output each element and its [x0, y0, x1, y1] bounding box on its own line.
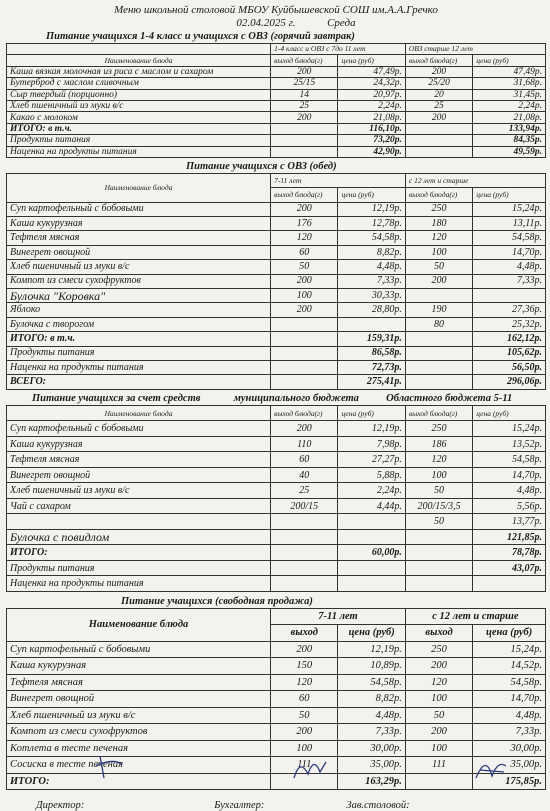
- dish-price: 14,52р.: [473, 658, 546, 675]
- dish-out: 80: [405, 317, 472, 331]
- dish-price: [338, 514, 405, 530]
- dish-name: Какао с молоком: [7, 112, 271, 123]
- markup-label: Наценка на продукты питания: [7, 360, 271, 374]
- table-row: [7, 514, 546, 530]
- dish-price: 31,45р.: [473, 89, 546, 100]
- dish-out: 111: [271, 757, 338, 774]
- table-row: [7, 78, 546, 89]
- dish-out: 60: [271, 691, 338, 708]
- dish-price: 12,19р.: [338, 202, 405, 216]
- table-row: [7, 467, 546, 483]
- table-row: [7, 498, 546, 514]
- dish-price: 27,36р.: [473, 303, 546, 317]
- table-row: [7, 112, 546, 123]
- col-price: цена (руб): [473, 625, 546, 642]
- dish-out: 200: [271, 724, 338, 741]
- dish-out: 25: [271, 483, 338, 499]
- total-label: ИТОГО:: [7, 773, 271, 790]
- dish-out: 100: [405, 691, 472, 708]
- dish-price: 7,33р.: [338, 724, 405, 741]
- section-budget-title: [6, 393, 546, 405]
- col-price: цена (руб): [473, 55, 546, 66]
- dish-out: 111: [405, 757, 472, 774]
- dish-price: 15,24р.: [473, 202, 546, 216]
- dish-out: 200: [271, 641, 338, 658]
- lunch-group2: с 12 лет и старше: [405, 173, 545, 187]
- dish-price: 27,27р.: [338, 452, 405, 468]
- dish-out: 200: [271, 112, 338, 123]
- table-row: [7, 231, 546, 245]
- dish-price: 21,08р.: [338, 112, 405, 123]
- col-out: выход блюда(г): [271, 188, 338, 202]
- table-row: [7, 691, 546, 708]
- dish-price: 8,82р.: [338, 691, 405, 708]
- table-row: [7, 274, 546, 288]
- grand-total-value: 296,06р.: [473, 375, 546, 389]
- dish-out: 50: [405, 514, 472, 530]
- dish-price: 14,70р.: [473, 467, 546, 483]
- markup-value: 56,50р.: [473, 360, 546, 374]
- dish-name: Тефтеля мясная: [7, 231, 271, 245]
- col-out: выход: [271, 625, 338, 642]
- dish-name: Винегрет овощной: [7, 467, 271, 483]
- breakfast-table: [6, 43, 546, 158]
- dish-price: 54,58р.: [338, 231, 405, 245]
- table-row: [7, 421, 546, 437]
- food-value: 105,62р.: [473, 346, 546, 360]
- table-row: [7, 436, 546, 452]
- table-row: [7, 641, 546, 658]
- col-out: выход блюда(г): [405, 188, 472, 202]
- dish-price: 24,32р.: [338, 78, 405, 89]
- dish-out: 120: [271, 674, 338, 691]
- dish-out: 25/20: [405, 78, 472, 89]
- dish-out: 200: [271, 421, 338, 437]
- dish-name: Яблоко: [7, 303, 271, 317]
- dish-price: [338, 317, 405, 331]
- dish-name: Каша вязкая молочная из риса с маслом и сахаром: [7, 66, 271, 77]
- free-sale-table: [6, 608, 546, 791]
- section-breakfast-title: Питание учащихся 1-4 класс и учащихся с ОВЗ (горячий завтрак): [46, 31, 355, 42]
- dish-price: [473, 289, 546, 303]
- canteen-label: Зав.столовой:: [346, 800, 410, 811]
- col-price: цена (руб): [473, 188, 546, 202]
- dish-out: 200: [271, 66, 338, 77]
- dish-price: 4,44р.: [338, 498, 405, 514]
- col-name: Наименование блюда: [7, 608, 271, 641]
- total-value: 159,31р.: [338, 332, 405, 346]
- dish-price: 28,80р.: [338, 303, 405, 317]
- col-out: выход блюда(г): [271, 405, 338, 421]
- total-label: ИТОГО: в т.ч.: [7, 332, 271, 346]
- dish-out: 200: [405, 112, 472, 123]
- dish-price: 54,58р.: [473, 231, 546, 245]
- dish-out: 200: [405, 658, 472, 675]
- dish-name: Каша кукурузная: [7, 217, 271, 231]
- budget-title-right: Областного бюджета 5-11: [386, 392, 513, 404]
- table-row: [7, 289, 546, 303]
- dish-name: Тефтеля мясная: [7, 452, 271, 468]
- dish-out: 120: [405, 674, 472, 691]
- dish-out: 100: [271, 740, 338, 757]
- dish-out: 50: [271, 707, 338, 724]
- breakfast-group2: ОВЗ старше 12 лет: [405, 44, 545, 55]
- dish-out: 25/15: [271, 78, 338, 89]
- dish-out: 200/15/3,5: [405, 498, 472, 514]
- total-value: 163,29р.: [338, 773, 405, 790]
- dish-name: [7, 514, 271, 530]
- col-price: цена (руб): [338, 625, 405, 642]
- dish-out: [405, 289, 472, 303]
- dish-price: 15,24р.: [473, 641, 546, 658]
- dish-name: Суп картофельный с бобовыми: [7, 421, 271, 437]
- table-row: [7, 89, 546, 100]
- dish-price: 5,56р.: [473, 498, 546, 514]
- dish-out: 200: [405, 274, 472, 288]
- col-price: цена (руб): [473, 405, 546, 421]
- dish-out: 40: [271, 467, 338, 483]
- dish-price: 4,48р.: [473, 707, 546, 724]
- bun-label: Булочка с повидлом: [7, 529, 271, 545]
- dish-name: Хлеб пшеничный из муки в/с: [7, 100, 271, 111]
- dish-price: 47,49р.: [338, 66, 405, 77]
- budget-title-left: Питание учащихся за счет средств: [32, 392, 201, 404]
- table-row: [7, 317, 546, 331]
- dish-name: Каша кукурузная: [7, 436, 271, 452]
- dish-price: 7,33р.: [473, 274, 546, 288]
- director-label: Директор:: [36, 800, 85, 811]
- table-row: [7, 260, 546, 274]
- dish-out: 250: [405, 421, 472, 437]
- dish-name: Сосиска в тесте печеная: [7, 757, 271, 774]
- dish-price: 54,58р.: [338, 674, 405, 691]
- lunch-table: [6, 173, 546, 390]
- dish-name: Чай с сахаром: [7, 498, 271, 514]
- table-row: [7, 100, 546, 111]
- table-row: [7, 66, 546, 77]
- dish-out: 120: [405, 452, 472, 468]
- dish-price: 21,08р.: [473, 112, 546, 123]
- col-name: Наименование блюда: [7, 173, 271, 202]
- food-value: 84,35р.: [473, 135, 546, 146]
- markup-value: 43,07р.: [473, 560, 546, 576]
- dish-price: 30,33р.: [338, 289, 405, 303]
- canteen-signature-icon: [470, 752, 510, 782]
- school-title: Меню школьной столовой МБОУ Куйбышевской СОШ им.А.А.Гречко: [114, 4, 438, 16]
- dish-price: 10,89р.: [338, 658, 405, 675]
- dish-out: 100: [405, 467, 472, 483]
- dish-price: 35,00р.: [473, 757, 546, 774]
- dish-out: 14: [271, 89, 338, 100]
- table-row: [7, 217, 546, 231]
- signatures: [6, 800, 546, 811]
- budget-table: [6, 405, 546, 592]
- food-label: Продукты питания: [7, 560, 271, 576]
- dish-out: 200: [271, 303, 338, 317]
- dish-price: 12,78р.: [338, 217, 405, 231]
- dish-name: Хлеб пшеничный из муки в/с: [7, 707, 271, 724]
- dish-out: 200: [405, 724, 472, 741]
- breakfast-group1: 1-4 класс и ОВЗ с 7до 11 лет: [271, 44, 406, 55]
- free-group1: 7-11 лет: [271, 608, 406, 625]
- menu-date: 02.04.2025 г.: [236, 17, 296, 29]
- dish-price: 13,77р.: [473, 514, 546, 530]
- total-value: 121,85р.: [473, 529, 546, 545]
- dish-price: 4,48р.: [338, 707, 405, 724]
- dish-name: Булочка с творогом: [7, 317, 271, 331]
- dish-out: 50: [405, 707, 472, 724]
- dish-price: 4,48р.: [473, 483, 546, 499]
- dish-out: 60: [271, 245, 338, 259]
- dish-price: 13,11р.: [473, 217, 546, 231]
- dish-out: 200: [405, 66, 472, 77]
- dish-price: 25,32р.: [473, 317, 546, 331]
- dish-name: Котлета в тесте печеная: [7, 740, 271, 757]
- dish-out: 25: [271, 100, 338, 111]
- col-price: цена (руб): [338, 405, 405, 421]
- dish-price: 30,00р.: [473, 740, 546, 757]
- table-row: [7, 303, 546, 317]
- dish-out: 150: [271, 658, 338, 675]
- col-out: выход блюда(г): [271, 55, 338, 66]
- dish-price: 4,48р.: [473, 260, 546, 274]
- dish-name: Тефтеля мясная: [7, 674, 271, 691]
- dish-price: 7,33р.: [338, 274, 405, 288]
- accountant-label: Бухгалтер:: [214, 800, 265, 811]
- dish-name: Каша кукурузная: [7, 658, 271, 675]
- total-value: 175,85р.: [473, 773, 546, 790]
- dish-name: Хлеб пшеничный из муки в/с: [7, 260, 271, 274]
- dish-out: 200: [271, 274, 338, 288]
- dish-name: Булочка "Коровка": [7, 289, 271, 303]
- table-row: [7, 202, 546, 216]
- menu-header: [6, 4, 546, 30]
- dish-price: 15,24р.: [473, 421, 546, 437]
- dish-price: 12,19р.: [338, 641, 405, 658]
- table-row: [7, 740, 546, 757]
- dish-name: Суп картофельный с бобовыми: [7, 641, 271, 658]
- dish-out: 100: [405, 740, 472, 757]
- markup-value: 49,59р.: [473, 146, 546, 157]
- dish-out: 100: [271, 289, 338, 303]
- total-value: 60,00р.: [338, 545, 405, 561]
- dish-out: 180: [405, 217, 472, 231]
- dish-out: 20: [405, 89, 472, 100]
- dish-price: 35,00р.: [338, 757, 405, 774]
- markup-label: Наценка на продукты питания: [7, 576, 271, 592]
- dish-name: Сыр твердый (порционно): [7, 89, 271, 100]
- dish-out: [271, 317, 338, 331]
- dish-price: 8,82р.: [338, 245, 405, 259]
- table-row: [7, 245, 546, 259]
- dish-price: 20,97р.: [338, 89, 405, 100]
- dish-out: 190: [405, 303, 472, 317]
- dish-price: 54,58р.: [473, 674, 546, 691]
- dish-name: Бутерброд с маслом сливочным: [7, 78, 271, 89]
- dish-price: 2,24р.: [473, 100, 546, 111]
- dish-price: 14,70р.: [473, 691, 546, 708]
- col-name: Наименование блюда: [7, 405, 271, 421]
- total-label: ИТОГО: в т.ч.: [7, 123, 271, 134]
- table-row: [7, 483, 546, 499]
- dish-out: 176: [271, 217, 338, 231]
- food-label: Продукты питания: [7, 346, 271, 360]
- dish-price: 47,49р.: [473, 66, 546, 77]
- dish-out: 50: [405, 483, 472, 499]
- dish-price: 12,19р.: [338, 421, 405, 437]
- dish-price: 7,98р.: [338, 436, 405, 452]
- dish-out: 186: [405, 436, 472, 452]
- col-out: выход блюда(г): [405, 55, 472, 66]
- markup-label: Наценка на продукты питания: [7, 146, 271, 157]
- total-value: 162,12р.: [473, 332, 546, 346]
- dish-price: 5,88р.: [338, 467, 405, 483]
- dish-out: 25: [405, 100, 472, 111]
- dish-out: 110: [271, 436, 338, 452]
- food-label: Продукты питания: [7, 135, 271, 146]
- table-row: [7, 707, 546, 724]
- dish-price: 7,33р.: [473, 724, 546, 741]
- dish-name: Суп картофельный с бобовыми: [7, 202, 271, 216]
- section-free-sale-title: Питание учащихся (свободная продажа): [121, 595, 313, 607]
- dish-out: 200/15: [271, 498, 338, 514]
- lunch-group1: 7-11 лет: [271, 173, 406, 187]
- dish-out: 50: [271, 260, 338, 274]
- dish-price: 30,00р.: [338, 740, 405, 757]
- col-out: выход: [405, 625, 472, 642]
- dish-out: 100: [405, 245, 472, 259]
- total-label: ИТОГО:: [7, 545, 271, 561]
- food-value: 73,20р.: [338, 135, 405, 146]
- total-value: 116,10р.: [338, 123, 405, 134]
- dish-name: Компот из смеси сухофруктов: [7, 724, 271, 741]
- total-value: 133,94р.: [473, 123, 546, 134]
- dish-out: 120: [405, 231, 472, 245]
- dish-price: 2,24р.: [338, 100, 405, 111]
- dish-price: 13,52р.: [473, 436, 546, 452]
- grand-total-label: ВСЕГО:: [7, 375, 271, 389]
- food-value: 78,78р.: [473, 545, 546, 561]
- dish-out: 250: [405, 202, 472, 216]
- dish-out: [271, 514, 338, 530]
- dish-out: 50: [405, 260, 472, 274]
- markup-value: 42,90р.: [338, 146, 405, 157]
- dish-name: Винегрет овощной: [7, 245, 271, 259]
- director-signature-icon: [92, 752, 132, 782]
- dish-price: 4,48р.: [338, 260, 405, 274]
- col-price: цена (руб): [338, 188, 405, 202]
- dish-out: 250: [405, 641, 472, 658]
- grand-total-value: 275,41р.: [338, 375, 405, 389]
- free-group2: с 12 лет и старше: [405, 608, 545, 625]
- col-name: Наименование блюда: [7, 55, 271, 66]
- col-price: цена (руб): [338, 55, 405, 66]
- dish-out: 60: [271, 452, 338, 468]
- menu-date-line: [6, 17, 546, 30]
- menu-weekday: Среда: [327, 17, 356, 29]
- food-value: 86,58р.: [338, 346, 405, 360]
- dish-name: Компот из смеси сухофруктов: [7, 274, 271, 288]
- dish-price: 2,24р.: [338, 483, 405, 499]
- markup-value: 72,73р.: [338, 360, 405, 374]
- section-lunch-title: Питание учащихся с ОВЗ (обед): [186, 160, 337, 172]
- table-row: [7, 658, 546, 675]
- dish-price: 31,68р.: [473, 78, 546, 89]
- dish-out: 120: [271, 231, 338, 245]
- accountant-signature-icon: [290, 754, 330, 784]
- table-row: [7, 757, 546, 774]
- table-row: [7, 724, 546, 741]
- table-row: [7, 674, 546, 691]
- dish-out: 200: [271, 202, 338, 216]
- table-row: [7, 452, 546, 468]
- budget-title-mid: муниципального бюджета: [233, 392, 359, 404]
- dish-name: Хлеб пшеничный из муки в/с: [7, 483, 271, 499]
- col-out: выход блюда(г): [405, 405, 472, 421]
- dish-name: Винегрет овощной: [7, 691, 271, 708]
- dish-price: 54,58р.: [473, 452, 546, 468]
- dish-price: 14,70р.: [473, 245, 546, 259]
